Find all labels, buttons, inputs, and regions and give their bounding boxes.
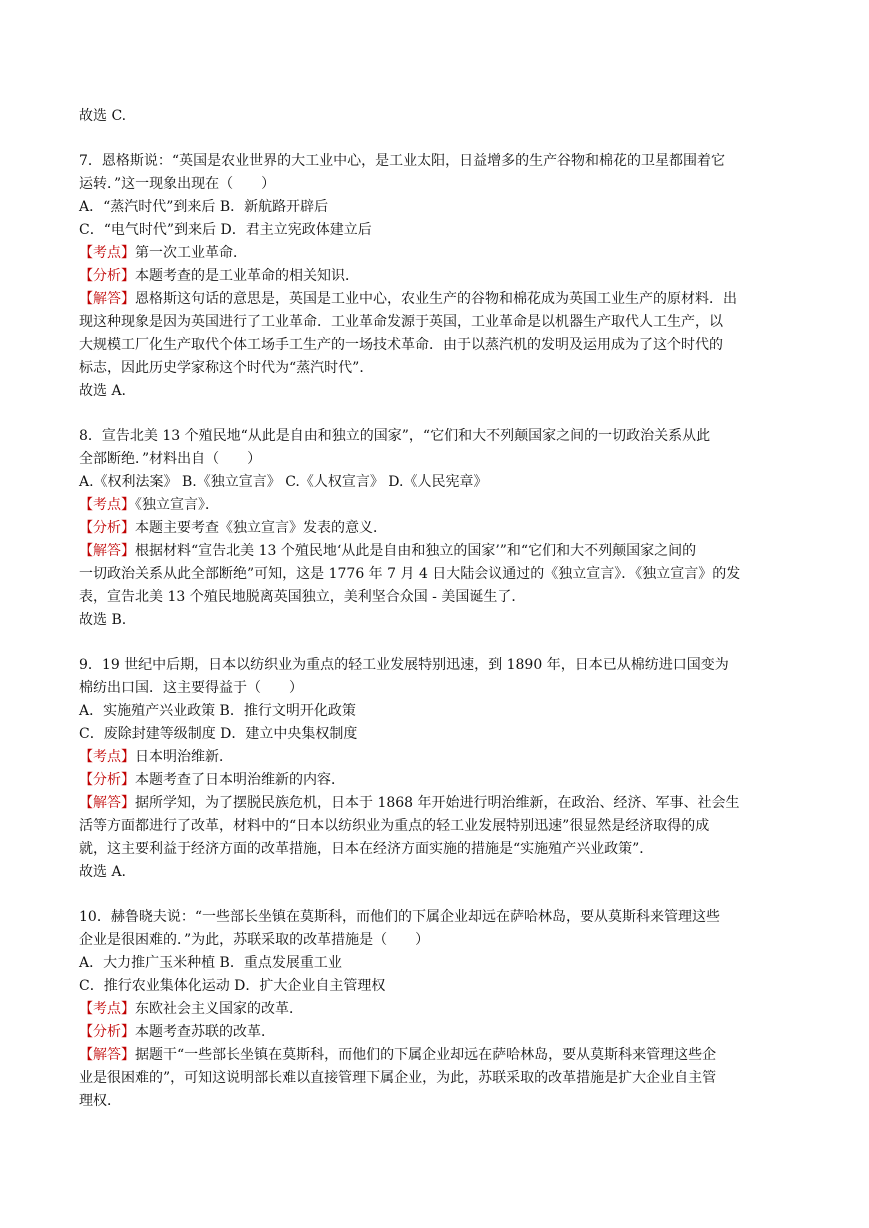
kaodian-tag: 【考点】 [79, 245, 135, 261]
jieda-text: 根据材料“宣告北美 13 个殖民地‘从此是自由和独立的国家’”和“它们和大不列颠国家之间的 [135, 543, 697, 559]
option-line: C．推行农业集体化运动 D．扩大企业自主管理权 [79, 978, 386, 994]
answer-line: 故选 C. [79, 108, 127, 124]
jieda-text: 业是很困难的”，可知这说明部长难以直接管理下属企业，为此，苏联采取的改革措施是扩大企业自主管 [79, 1070, 717, 1086]
answer-line: 故选 B. [79, 612, 127, 628]
jieda-text: 大规模工厂化生产取代个体工场手工生产的一场技术革命．由于以蒸汽机的发明及运用成为了这个时代的 [79, 337, 723, 353]
kaodian-line [79, 243, 799, 263]
kaodian-line [79, 999, 799, 1019]
fenxi-tag: 【分析】 [79, 520, 135, 536]
jieda-text: 就，这主要利益于经济方面的改革措施，日本在经济方面实施的措施是“实施殖产兴业政策”． [79, 841, 654, 857]
jieda-text: 据所学知，为了摆脱民族危机，日本于 1868 年开始进行明治维新，在政治、经济、军事、社会生 [135, 795, 740, 811]
kaodian-line [79, 495, 799, 515]
fenxi-tag: 【分析】 [79, 268, 135, 284]
kaodian-text: 东欧社会主义国家的改革． [135, 1001, 303, 1017]
fenxi-line [79, 266, 799, 286]
jieda-line [79, 541, 799, 561]
question-stem: 8．宣告北美 13 个殖民地“从此是自由和独立的国家”，“它们和大不列颠国家之间的一切政治关系从此 [79, 428, 711, 444]
fenxi-text: 本题主要考查《独立宣言》发表的意义． [135, 520, 387, 536]
answer-line: 故选 A. [79, 383, 127, 399]
jieda-text: 据题干“一些部长坐镇在莫斯科，而他们的下属企业却远在萨哈林岛，要从莫斯科来管理这些企 [135, 1047, 717, 1063]
option-line: A．大力推广玉米种植 B．重点发展重工业 [79, 955, 342, 971]
jieda-line [79, 1045, 799, 1065]
option-line: C．废除封建等级制度 D．建立中央集权制度 [79, 726, 358, 742]
fenxi-text: 本题考查的是工业革命的相关知识． [135, 268, 359, 284]
jieda-text: 表，宣告北美 13 个殖民地脱离英国独立，美利坚合众国 - 美国诞生了． [79, 589, 526, 605]
question-stem: 7．恩格斯说：“英国是农业世界的大工业中心，是工业太阳，日益增多的生产谷物和棉花的卫星都围着它 [79, 153, 726, 169]
question-stem: 企业是很困难的．”为此，苏联采取的改革措施是（ ） [79, 932, 430, 948]
jieda-text: 标志，因此历史学家称这个时代为“蒸汽时代”． [79, 360, 374, 376]
jieda-text: 恩格斯这句话的意思是，英国是工业中心，农业生产的谷物和棉花成为英国工业生产的原材料．出 [135, 291, 737, 307]
jieda-text: 理权． [79, 1093, 121, 1109]
jieda-tag: 【解答】 [79, 1047, 135, 1063]
fenxi-line [79, 770, 799, 790]
fenxi-text: 本题考查苏联的改革． [135, 1024, 275, 1040]
fenxi-line [79, 1022, 799, 1042]
kaodian-text: 《独立宣言》． [135, 497, 219, 513]
fenxi-tag: 【分析】 [79, 1024, 135, 1040]
jieda-line [79, 793, 799, 813]
question-stem: 10．赫鲁晓夫说：“一些部长坐镇在莫斯科，而他们的下属企业却远在萨哈林岛，要从莫斯科来管理这些 [79, 909, 720, 925]
fenxi-tag: 【分析】 [79, 772, 135, 788]
jieda-text: 一切政治关系从此全部断绝”可知，这是 1776 年 7 月 4 日大陆会议通过的《独立宣言》．《独立宣言》的发 [79, 566, 741, 582]
option-line: A．“蒸汽时代”到来后 B．新航路开辟后 [79, 199, 329, 215]
kaodian-text: 第一次工业革命． [135, 245, 247, 261]
jieda-text: 活等方面都进行了改革，材料中的“日本以纺织业为重点的轻工业发展特别迅速”很显然是经济取得的成 [79, 818, 710, 834]
jieda-tag: 【解答】 [79, 543, 135, 559]
jieda-tag: 【解答】 [79, 291, 135, 307]
option-line: A．实施殖产兴业政策 B．推行文明开化政策 [79, 703, 356, 719]
kaodian-tag: 【考点】 [79, 1001, 135, 1017]
fenxi-line [79, 518, 799, 538]
fenxi-text: 本题考查了日本明治维新的内容． [135, 772, 345, 788]
question-stem: 9．19 世纪中后期，日本以纺织业为重点的轻工业发展特别迅速，到 1890 年，日本已从棉纺进口国变为 [79, 657, 729, 673]
option-line: C．“电气时代”到来后 D．君主立宪政体建立后 [79, 222, 372, 238]
question-stem: 全部断绝．”材料出自（ ） [79, 451, 262, 467]
question-stem: 棉纺出口国．这主要得益于（ ） [79, 680, 303, 696]
question-stem: 运转．”这一现象出现在（ ） [79, 176, 276, 192]
jieda-line [79, 289, 799, 309]
answer-line: 故选 A. [79, 864, 127, 880]
kaodian-tag: 【考点】 [79, 749, 135, 765]
option-line: A.《权利法案》 B.《独立宣言》 C.《人权宣言》 D.《人民宪章》 [79, 474, 488, 490]
kaodian-text: 日本明治维新． [135, 749, 233, 765]
kaodian-tag: 【考点】 [79, 497, 135, 513]
jieda-text: 现这种现象是因为英国进行了工业革命．工业革命发源于英国，工业革命是以机器生产取代人工生产，以 [79, 314, 723, 330]
jieda-tag: 【解答】 [79, 795, 135, 811]
kaodian-line [79, 747, 799, 767]
